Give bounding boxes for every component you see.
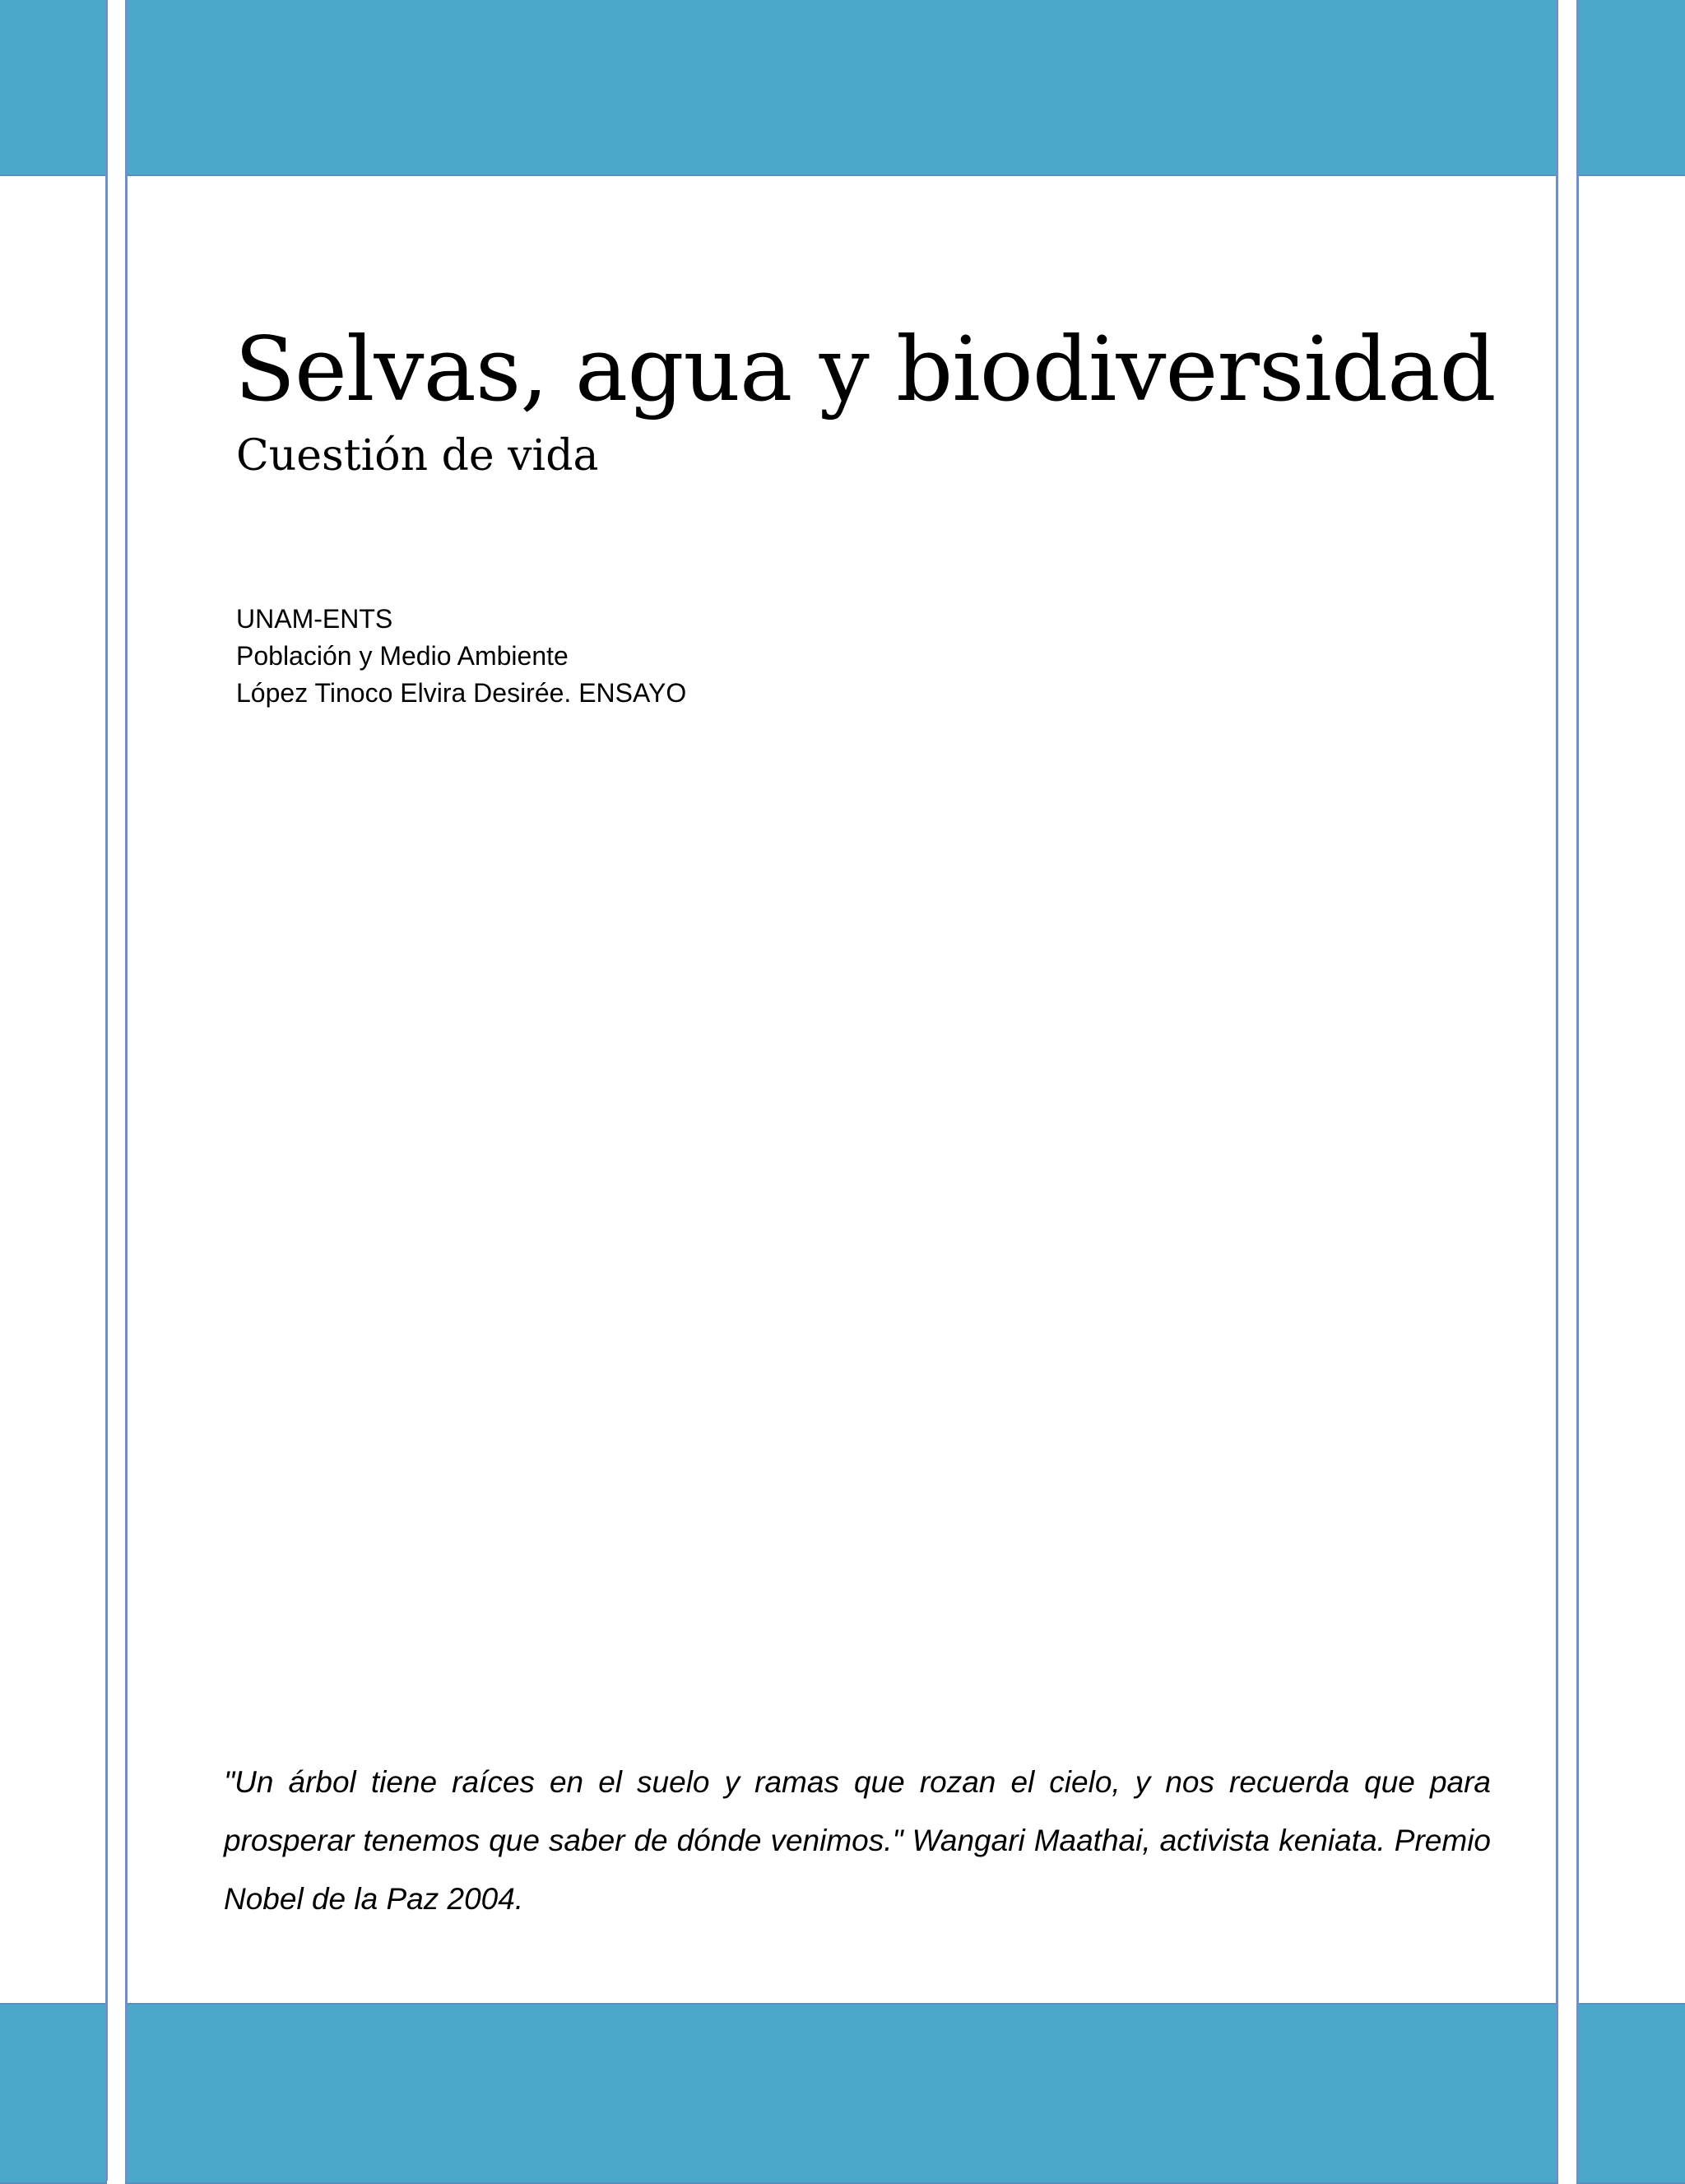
course-line: Población y Medio Ambiente [236, 641, 569, 671]
author-info [236, 601, 686, 712]
left-inner-rule [125, 0, 128, 2181]
top-band-right [1576, 0, 1685, 176]
document-title: Selvas, agua y biodiversidad [234, 318, 1496, 421]
left-outer-rule [105, 0, 108, 2181]
document-subtitle: Cuestión de vida [236, 431, 599, 481]
right-inner-rule [1556, 0, 1558, 2181]
bottom-band-left [0, 2003, 107, 2184]
bottom-band-center [125, 2003, 1558, 2184]
top-band-center [125, 0, 1558, 176]
right-outer-rule [1576, 0, 1579, 2181]
top-band-left [0, 0, 107, 176]
author-line: López Tinoco Elvira Desirée. ENSAYO [236, 678, 687, 708]
epigraph-quote: "Un árbol tiene raíces en el suelo y ramas que rozan el cielo, y nos recuerda que para prosperar tenemos que saber de dónde venimos." Wangari Maathai, activista keniata. Premio Nobel de la Paz 2004. [224, 1765, 1491, 1916]
bottom-band-right [1576, 2003, 1685, 2184]
institution-line: UNAM-ENTS [236, 604, 393, 634]
